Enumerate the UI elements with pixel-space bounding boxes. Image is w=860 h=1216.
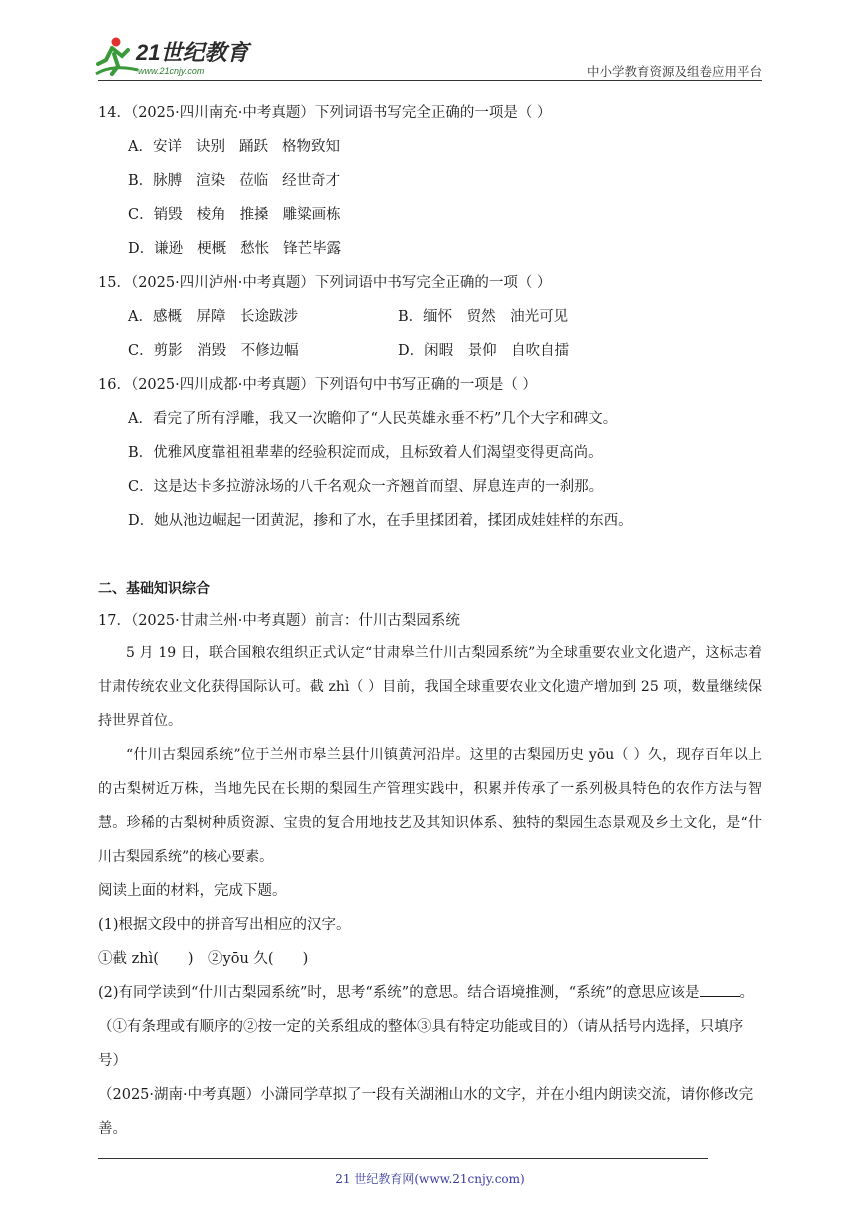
question-17-sub-2 bbox=[98, 976, 762, 1078]
document-body bbox=[98, 102, 762, 1146]
question-15-option-b: B．缅怀 贸然 油光可见 bbox=[398, 309, 569, 325]
platform-name: 中小学教育资源及组卷应用平台 bbox=[586, 64, 762, 79]
question-17-sub-1: (1)根据文段中的拼音写出相应的汉字。 bbox=[98, 917, 351, 933]
question-15-options-row-2 bbox=[98, 340, 762, 362]
question-17-sub-2-options: 。（①有条理或有顺序的②按一定的关系组成的整体③具有特定功能或目的）（请从括号内选择，只填序号） bbox=[98, 985, 755, 1069]
question-15-stem: 15．（2025·四川泸州·中考真题）下列词语中书写完全正确的一项（ ） bbox=[98, 275, 552, 291]
question-16-option-c: C．这是达卡多拉游泳场的八千名观众一齐翘首而望、屏息连声的一刹那。 bbox=[128, 479, 604, 495]
site-logo bbox=[92, 34, 262, 80]
question-15-options-row-1 bbox=[98, 306, 762, 328]
question-14-option-d: D．谦逊 梗概 愁怅 锋芒毕露 bbox=[128, 241, 342, 257]
question-17-stem: 17．（2025·甘肃兰州·中考真题）前言：什川古梨园系统 bbox=[98, 613, 460, 629]
question-16-option-b: B．优雅风度靠祖祖辈辈的经验积淀而成，且标致着人们渴望变得更高尚。 bbox=[128, 445, 603, 461]
question-15-option-a: A．感概 屏障 长途跋涉 bbox=[128, 309, 298, 325]
question-17-instruction: 阅读上面的材料，完成下题。 bbox=[98, 883, 287, 899]
question-17-sub-2-text: (2)有同学读到“什川古梨园系统”时，思考“系统”的意思。结合语境推测，“系统”的意思应该是 bbox=[98, 985, 700, 1001]
question-15-option-d: D．闲暇 景仰 自吹自擂 bbox=[398, 343, 570, 359]
question-17-paragraph-2: “什川古梨园系统”位于兰州市皋兰县什川镇黄河沿岸。这里的古梨园历史 yōu（ ）久，现存百年以上的古梨树近万株，当地先民在长期的梨园生产管理实践中，积累并传承了一系列极具特色的农作方法与智慧。珍稀的古梨树种质资源、宝贵的复合用地技艺及其知识体系、独特的梨园生态景观及乡土文化，是“什川古梨园系统”的核心要素。 bbox=[98, 747, 762, 865]
question-15-option-c: C．剪影 消毁 不修边幅 bbox=[128, 343, 299, 359]
question-14-option-b: B．脉膊 渲染 莅临 经世奇才 bbox=[128, 173, 341, 189]
header-divider bbox=[98, 80, 762, 81]
question-14-stem: 14．（2025·四川南充·中考真题）下列词语书写完全正确的一项是（ ） bbox=[98, 105, 552, 121]
question-14-option-c: C．销毁 棱角 推搡 雕粱画栋 bbox=[128, 207, 341, 223]
question-18-text: （2025·湖南·中考真题）小潇同学草拟了一段有关湖湘山水的文字，并在小组内朗读交流，请你修改完善。 bbox=[98, 1087, 754, 1137]
runner-logo-icon bbox=[92, 34, 262, 80]
question-16-option-a: A．看完了所有浮雕，我又一次瞻仰了“人民英雄永垂不朽”几个大字和碑文。 bbox=[128, 411, 618, 427]
question-17-sub-1-items: ①截 zhì( ) ②yōu 久( ) bbox=[98, 951, 309, 967]
question-16-stem: 16．（2025·四川成都·中考真题）下列语句中书写正确的一项是（ ） bbox=[98, 377, 537, 393]
svg-text:21世纪教育: 21世纪教育 bbox=[136, 40, 249, 65]
question-17-paragraph-1: 5 月 19 日，联合国粮农组织正式认定“甘肃皋兰什川古梨园系统”为全球重要农业文化遗产，这标志着甘肃传统农业文化获得国际认可。截 zhì（ ）目前，我国全球重要农业文化遗产增加到 25 项，数量继续保持世界首位。 bbox=[98, 645, 762, 729]
answer-blank[interactable] bbox=[700, 982, 740, 997]
page-header bbox=[0, 0, 860, 84]
page-footer: 21 世纪教育网(www.21cnjy.com) bbox=[335, 1172, 525, 1186]
question-14-option-a: A．安详 诀别 踊跃 格物致知 bbox=[128, 139, 340, 155]
footer-divider bbox=[98, 1158, 708, 1159]
section-title: 二、基础知识综合 bbox=[98, 581, 210, 597]
svg-text:www.21cnjy.com: www.21cnjy.com bbox=[138, 66, 205, 76]
question-16-option-d: D．她从池边崛起一团黄泥，掺和了水，在手里揉团着，揉团成娃娃样的东西。 bbox=[128, 513, 633, 529]
